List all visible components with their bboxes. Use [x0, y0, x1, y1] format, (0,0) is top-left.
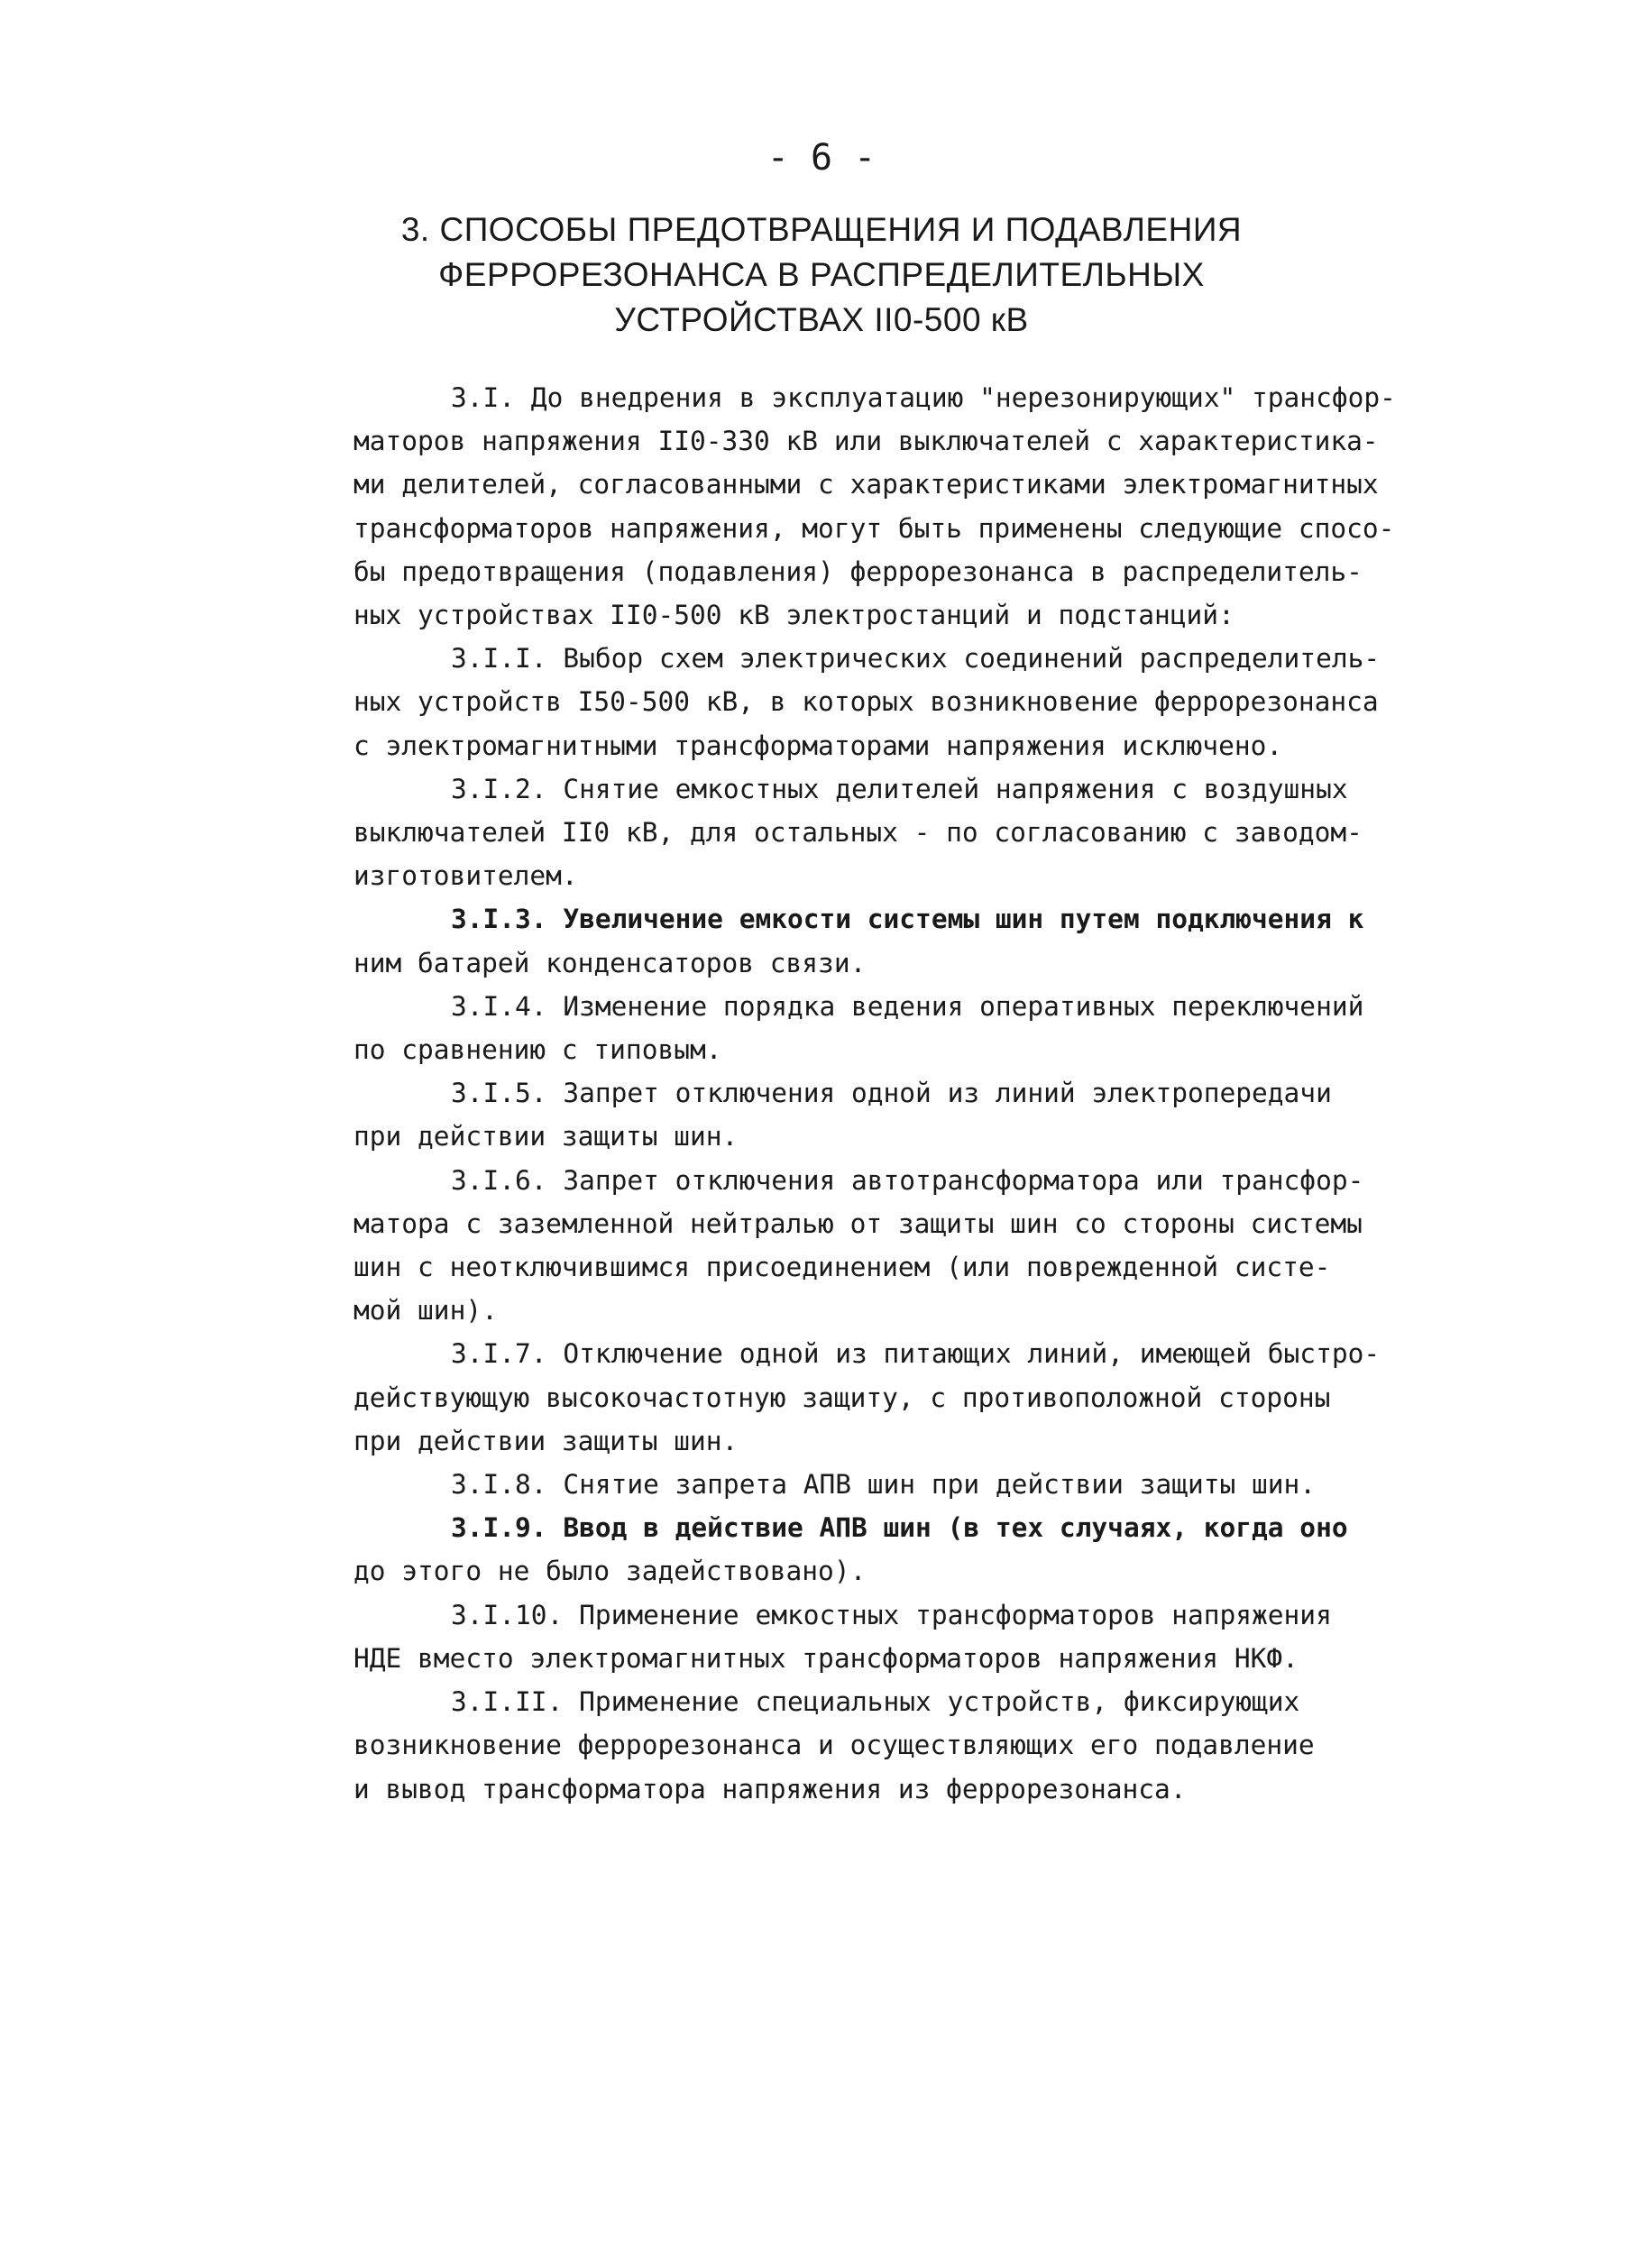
paragraph-line: при действии защиты шин.: [353, 1425, 739, 1456]
page-number: - 6 -: [766, 137, 877, 179]
paragraph-line: 3.I.10. Применение емкостных трансформаторов напряжения: [451, 1599, 1332, 1630]
paragraph-line: ми делителей, согласованными с характеристиками электромагнитных: [353, 469, 1379, 500]
paragraph-line: 3.I.I. Выбор схем электрических соединений распределитель-: [451, 643, 1381, 675]
paragraph-line: ных устройств I50-500 кВ, в которых возникновение феррорезонанса: [353, 686, 1379, 718]
paragraph-line: изготовителем.: [353, 860, 578, 892]
paragraph-line: НДЕ вместо электромагнитных трансформаторов напряжения НКФ.: [353, 1642, 1299, 1674]
paragraph-line: до этого не было задействовано).: [353, 1556, 867, 1587]
paragraph-line: 3.I.5. Запрет отключения одной из линий электропередачи: [451, 1078, 1332, 1109]
title-line-2: ФЕРРОРЕЗОНАНСА В РАСПРЕДЕЛИТЕЛЬНЫХ: [438, 256, 1205, 293]
section-title: [0, 207, 1643, 343]
paragraph-line: действующую высокочастотную защиту, с противоположной стороны: [353, 1382, 1331, 1413]
paragraph-line: при действии защиты шин.: [353, 1121, 739, 1152]
paragraph-line: 3.I.7. Отключение одной из питающих линий, имеющей быстро-: [451, 1338, 1381, 1370]
paragraph-line: выключателей II0 кВ, для остальных - по согласованию с заводом-: [353, 817, 1363, 849]
paragraph-line: по сравнению с типовым.: [353, 1034, 722, 1066]
paragraph-line: 3.I.8. Снятие запрета АПВ шин при действии защиты шин.: [451, 1469, 1317, 1501]
paragraph-line: 3.I.2. Снятие емкостных делителей напряжения с воздушных: [451, 773, 1348, 804]
paragraph-line: матора с заземленной нейтралью от защиты шин со стороны системы: [353, 1207, 1363, 1239]
paragraph-line: шин с неотключившимся присоединением (или поврежденной систе-: [353, 1252, 1331, 1283]
paragraph-line: возникновение феррорезонанса и осуществляющих его подавление: [353, 1730, 1315, 1761]
paragraph-line: 3.I.4. Изменение порядка ведения оперативных переключений: [451, 990, 1364, 1022]
paragraph-line: 3.I.3. Увеличение емкости системы шин путем подключения к: [451, 904, 1364, 935]
paragraph-line: трансформаторов напряжения, могут быть применены следующие спосо-: [353, 512, 1395, 544]
paragraph-line: с электромагнитными трансформаторами напряжения исключено.: [353, 730, 1283, 761]
paragraph-line: 3.I. До внедрения в эксплуатацию "нерезонирующих" трансфор-: [451, 382, 1396, 413]
title-line-1: 3. СПОСОБЫ ПРЕДОТВРАЩЕНИЯ И ПОДАВЛЕНИЯ: [400, 211, 1243, 248]
paragraph-line: ним батарей конденсаторов связи.: [353, 947, 867, 978]
title-line-3: УСТРОЙСТВАХ II0-500 кВ: [614, 301, 1029, 338]
paragraph-line: мой шин).: [353, 1295, 498, 1327]
paragraph-line: маторов напряжения II0-330 кВ или выключателей с характеристика-: [353, 426, 1379, 457]
document-body: [353, 376, 1517, 1811]
paragraph-line: 3.I.9. Ввод в действие АПВ шин (в тех случаях, когда оно: [451, 1512, 1348, 1544]
paragraph-line: бы предотвращения (подавления) феррорезонанса в распределитель-: [353, 556, 1363, 587]
paragraph-line: 3.I.6. Запрет отключения автотрансформатора или трансфор-: [451, 1164, 1364, 1196]
paragraph-line: ных устройствах II0-500 кВ электростанций и подстанций:: [353, 600, 1235, 631]
paragraph-line: и вывод трансформатора напряжения из феррорезонанса.: [353, 1773, 1187, 1804]
paragraph-line: 3.I.II. Применение специальных устройств, фиксирующих: [451, 1686, 1300, 1718]
